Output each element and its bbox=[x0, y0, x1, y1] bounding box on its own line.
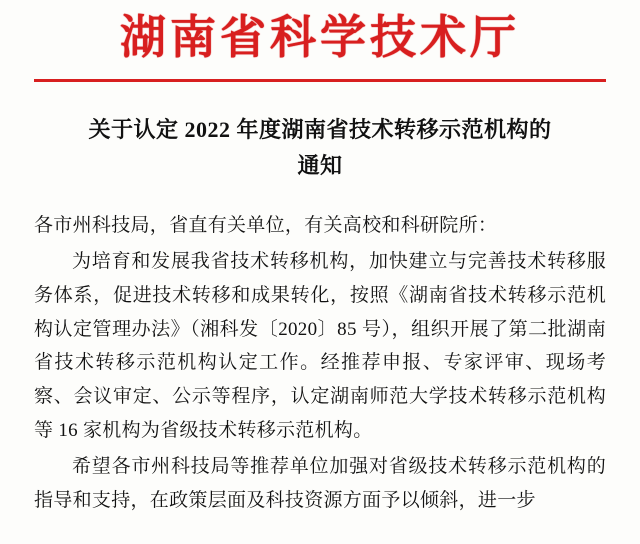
document-body bbox=[34, 209, 606, 517]
page-title-line-1: 关于认定 2022 年度湖南省技术转移示范机构的 bbox=[88, 116, 552, 142]
issuing-authority-title: 湖南省科学技术厅 bbox=[120, 12, 520, 63]
letterhead bbox=[34, 0, 606, 65]
page-title-line-2: 通知 bbox=[297, 152, 343, 178]
page-title bbox=[34, 112, 606, 183]
letterhead-divider-rule bbox=[34, 79, 606, 82]
salutation: 各市州科技局，省直有关单位，有关高校和科研院所： bbox=[34, 215, 498, 237]
body-paragraph-1: 为培育和发展我省技术转移机构，加快建立与完善技术转移服务体系，促进技术转移和成果转化，按照《湖南省技术转移示范机构认定管理办法》（湘科发〔2020〕85 号），组织开展了第二批湖南省技术转移示范机构认定工作。经推荐申报、专家评审、现场考察、会议审定、公示等程序，认定湖南师范大学技术转移示范机构等 16 家机构为省级技术转移示范机构。 bbox=[34, 250, 606, 442]
body-paragraph-2: 希望各市州科技局等推荐单位加强对省级技术转移示范机构的指导和支持，在政策层面及科技资源方面予以倾斜，进一步 bbox=[34, 455, 606, 511]
